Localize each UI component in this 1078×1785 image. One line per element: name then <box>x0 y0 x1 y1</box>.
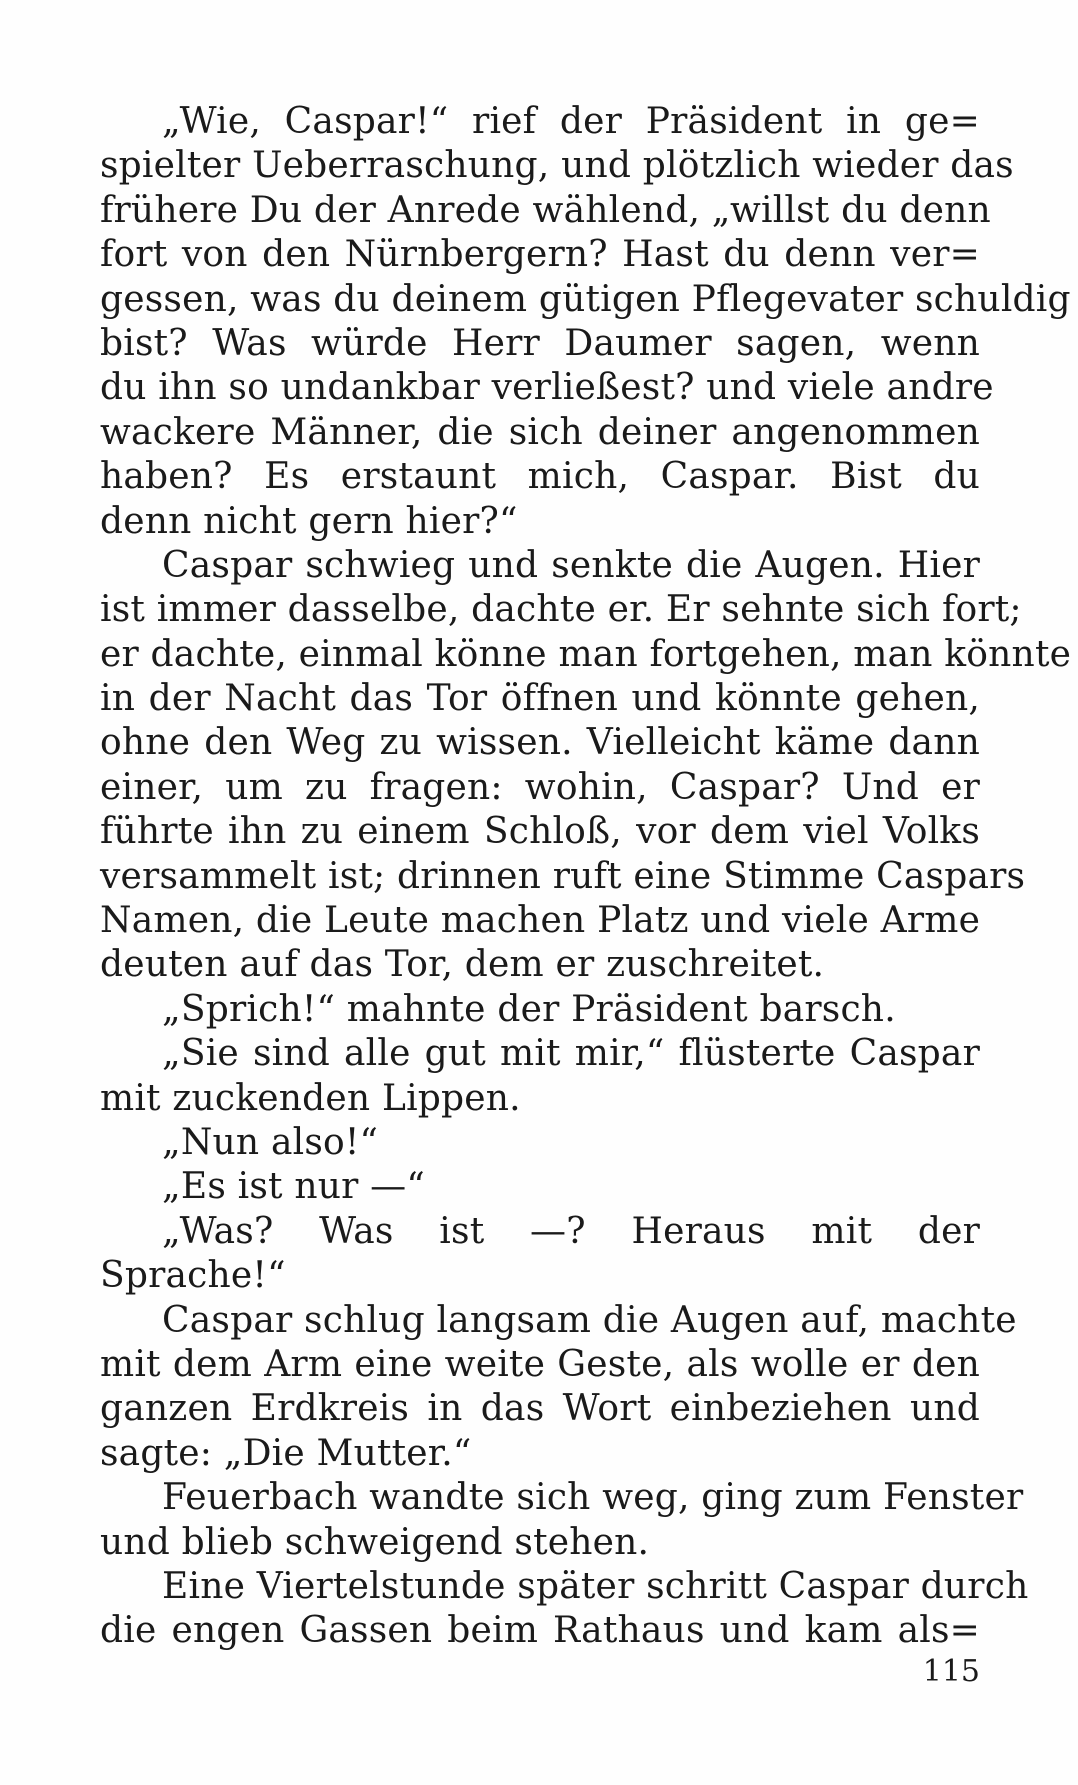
text-line: Feuerbach wandte sich weg, ging zum Fenster <box>162 1477 1024 1519</box>
text-line: „Wie, Caspar!“ rief der Präsident in ge= <box>162 101 980 142</box>
text-line: führte ihn zu einem Schloß, vor dem viel Volks <box>100 811 980 853</box>
text-line: sagte: „Die Mutter.“ <box>100 1432 472 1474</box>
text-line: einer, um zu fragen: wohin, Caspar? Und er <box>100 766 980 808</box>
text-line: fort von den Nürnbergern? Hast du denn ver= <box>100 234 980 276</box>
page-number: 115 <box>922 1654 980 1689</box>
text-line: Sprache!“ <box>100 1255 286 1297</box>
text-line: ist immer dasselbe, dachte er. Er sehnte sich fort; <box>100 589 1022 631</box>
text-line: Namen, die Leute machen Platz und viele Arme <box>100 900 981 942</box>
text-line: ohne den Weg zu wissen. Vielleicht käme dann <box>100 722 980 764</box>
text-line: die engen Gassen beim Rathaus und kam als= <box>100 1610 980 1652</box>
text-line: in der Nacht das Tor öffnen und könnte gehen, <box>100 678 980 720</box>
text-line: „Es ist nur —“ <box>162 1166 425 1208</box>
text-line: denn nicht gern hier?“ <box>100 500 518 542</box>
text-line: „Sie sind alle gut mit mir,“ flüsterte Caspar <box>162 1033 980 1075</box>
text-line: wackere Männer, die sich deiner angenommen <box>100 411 980 453</box>
text-line: du ihn so undankbar verließest? und viele andre <box>100 367 994 409</box>
text-line: mit dem Arm eine weite Geste, als wolle er den <box>100 1343 980 1385</box>
text-line: bist? Was würde Herr Daumer sagen, wenn <box>100 322 980 364</box>
text-line: „Was? Was ist —? Heraus mit der <box>162 1210 980 1252</box>
text-line: Caspar schwieg und senkte die Augen. Hier <box>162 544 980 586</box>
text-line: frühere Du der Anrede wählend, „willst du denn <box>100 189 991 231</box>
text-line: „Nun also!“ <box>162 1121 379 1163</box>
text-line: mit zuckenden Lippen. <box>100 1077 521 1119</box>
text-line: spielter Ueberraschung, und plötzlich wieder das <box>100 145 1014 187</box>
text-line: Caspar schlug langsam die Augen auf, machte <box>162 1299 1017 1341</box>
text-line: deuten auf das Tor, dem er zuschreitet. <box>100 944 825 986</box>
text-line: „Sprich!“ mahnte der Präsident barsch. <box>162 988 896 1030</box>
text-line: und blieb schweigend stehen. <box>100 1521 650 1563</box>
text-line: Eine Viertelstunde später schritt Caspar durch <box>162 1565 1029 1607</box>
text-line: ganzen Erdkreis in das Wort einbeziehen und <box>100 1388 980 1430</box>
text-line: gessen, was du deinem gütigen Pflegevater schuldig <box>100 278 1071 320</box>
body-text <box>100 100 1072 1654</box>
text-line: versammelt ist; drinnen ruft eine Stimme Caspars <box>100 855 1026 897</box>
text-line: haben? Es erstaunt mich, Caspar. Bist du <box>100 456 980 498</box>
text-line: er dachte, einmal könne man fortgehen, man könnte <box>100 633 1072 675</box>
